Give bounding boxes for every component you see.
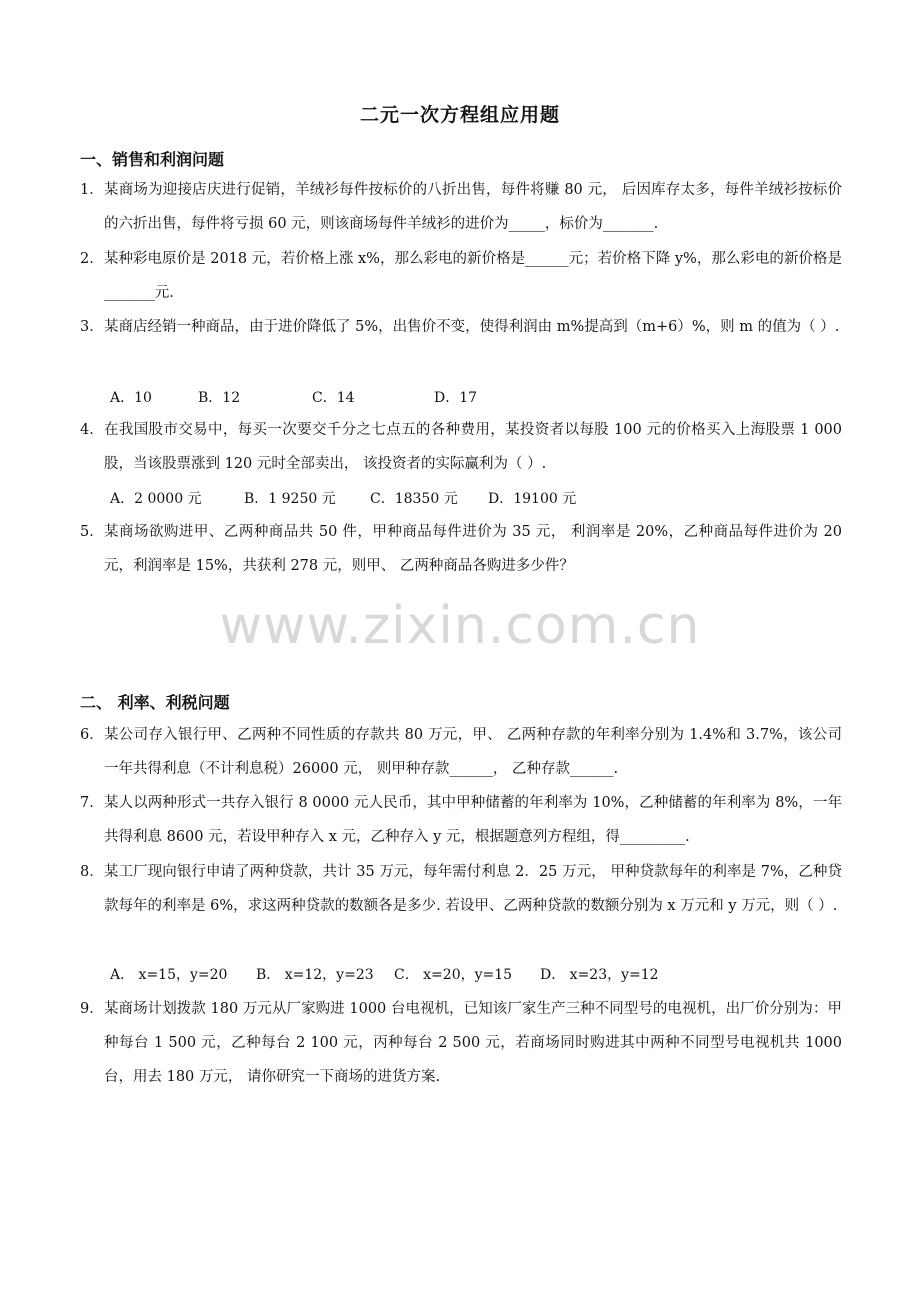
question-number: 7． xyxy=(80,795,104,811)
question-6 xyxy=(80,718,842,786)
page-title: 二元一次方程组应用题 xyxy=(359,104,560,126)
question-8 xyxy=(80,855,842,923)
option-a: A．2 0000 元 xyxy=(110,491,202,507)
section-heading-interest-tax: 二、 利率、利税问题 xyxy=(80,693,230,712)
question-4 xyxy=(80,413,842,481)
question-number: 2． xyxy=(80,251,104,267)
option-c: C．18350 元 xyxy=(370,491,458,507)
option-d: D．19100 元 xyxy=(488,491,577,507)
question-number: 1． xyxy=(80,182,104,198)
question-1 xyxy=(80,173,842,241)
question-text: 某商店经销一种商品，由于进价降低了 5%，出售价不变，使得利润由 m%提高到（m+6）%，则 m 的值为（ ）. xyxy=(104,319,840,335)
option-a: A． x=15，y=20 xyxy=(110,967,228,983)
question-4-options xyxy=(110,488,576,508)
question-number: 9． xyxy=(80,1001,104,1017)
question-number: 4． xyxy=(80,422,104,438)
question-3-options xyxy=(110,387,477,407)
question-text: 某商场计划拨款 180 万元从厂家购进 1000 台电视机，已知该厂家生产三种不同型号的电视机，出厂价分别为：甲种每台 1 500 元，乙种每台 2 100 元，丙种每台 2 500 元，若商场同时购进其中两种不同型号电视机共 1000 台，用去 180 万元， 请你研究一下商场的进货方案. xyxy=(104,1001,842,1085)
option-c: C．14 xyxy=(312,390,355,406)
option-d: D．17 xyxy=(434,390,478,406)
question-9 xyxy=(80,992,842,1094)
option-b: B．12 xyxy=(198,390,241,406)
question-text: 某商场为迎接店庆进行促销，羊绒衫每件按标价的八折出售，每件将赚 80 元， 后因库存太多，每件羊绒衫按标价的六折出售，每件将亏损 60 元，则该商场每件羊绒衫的进价为_____，标价为_______. xyxy=(104,182,842,232)
question-text: 在我国股市交易中，每买一次要交千分之七点五的各种费用，某投资者以每股 100 元的价格买入上海股票 1 000 股，当该股票涨到 120 元时全部卖出， 该投资者的实际赢利为（ ）. xyxy=(104,422,842,472)
option-d: D． x=23，y=12 xyxy=(540,967,659,983)
question-number: 8． xyxy=(80,864,104,880)
option-b: B．1 9250 元 xyxy=(244,491,336,507)
option-a: A．10 xyxy=(110,390,152,406)
watermark: www.zixin.com.cn xyxy=(219,596,701,656)
question-text: 某公司存入银行甲、乙两种不同性质的存款共 80 万元，甲、 乙两种存款的年利率分别为 1.4%和 3.7%，该公司一年共得利息（不计利息税）26000 元， 则甲种存款______， 乙种存款______. xyxy=(104,727,842,777)
option-c: C． x=20，y=15 xyxy=(394,967,513,983)
question-5 xyxy=(80,515,842,583)
question-text: 某人以两种形式一共存入银行 8 0000 元人民币，其中甲种储蓄的年利率为 10%，乙种储蓄的年利率为 8%，一年共得利息 8600 元，若设甲种存入 x 元，乙种存入 y 元，根据题意列方程组，得_________. xyxy=(104,795,842,845)
question-7 xyxy=(80,786,842,854)
question-3 xyxy=(80,310,842,344)
option-b: B． x=12，y=23 xyxy=(256,967,374,983)
question-number: 6． xyxy=(80,727,104,743)
question-8-options xyxy=(110,964,659,984)
question-number: 3． xyxy=(80,319,104,335)
question-2 xyxy=(80,242,842,310)
question-text: 某商场欲购进甲、乙两种商品共 50 件，甲种商品每件进价为 35 元， 利润率是 20%，乙种商品每件进价为 20 元，利润率是 15%，共获利 278 元，则甲、 乙两种商品各购进多少件？ xyxy=(104,524,842,574)
section-heading-sales-profit: 一、销售和利润问题 xyxy=(80,150,225,169)
question-text: 某工厂现向银行申请了两种贷款，共计 35 万元，每年需付利息 2．25 万元， 甲种贷款每年的利率是 7%，乙种贷款每年的利率是 6%，求这两种贷款的数额各是多少. 若设甲、乙两种贷款的数额分别为 x 万元和 y 万元，则（ ）. xyxy=(104,864,842,914)
question-number: 5． xyxy=(80,524,104,540)
question-text: 某种彩电原价是 2018 元，若价格上涨 x%，那么彩电的新价格是______元；若价格下降 y%，那么彩电的新价格是_______元. xyxy=(104,251,842,301)
